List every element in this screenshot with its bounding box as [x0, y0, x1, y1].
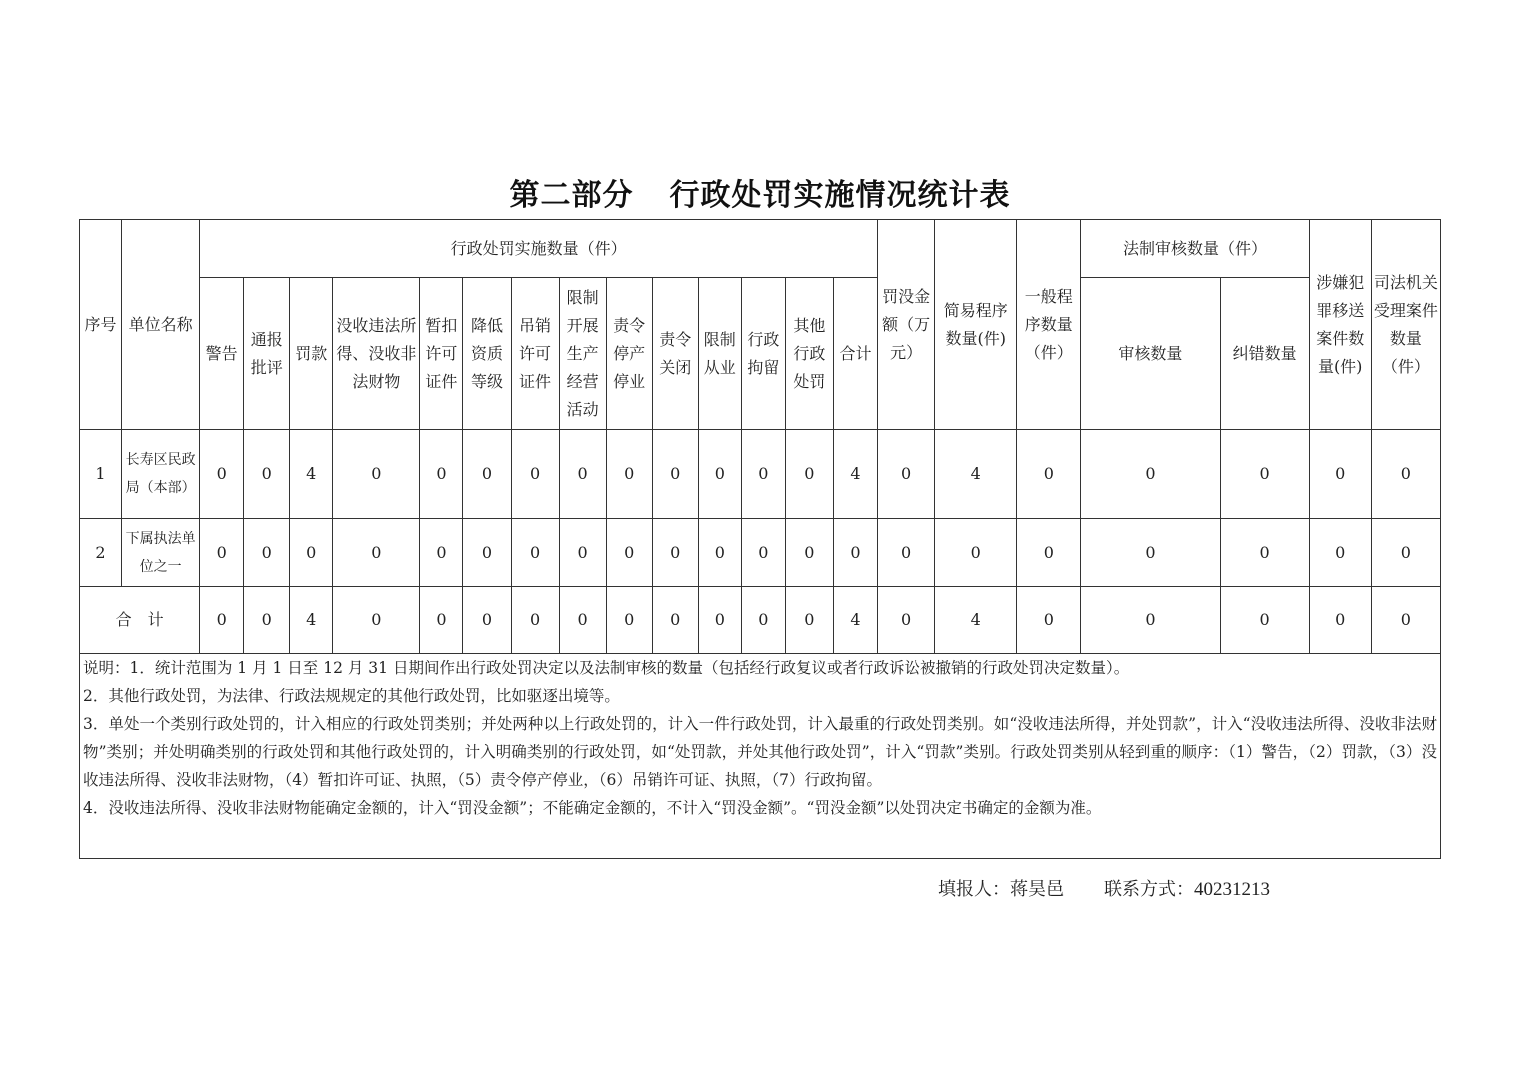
header-detention: 行政拘留 [741, 278, 785, 430]
header-fine: 罚款 [290, 278, 333, 430]
header-criminal-transfer: 涉嫌犯罪移送案件数量(件) [1309, 220, 1371, 430]
cell: 4 [833, 587, 877, 654]
cell: 0 [420, 587, 463, 654]
cell: 0 [244, 519, 290, 587]
cell: 4 [290, 430, 333, 519]
cell: 0 [1220, 519, 1309, 587]
cell: 4 [935, 587, 1017, 654]
notes-box [79, 653, 1441, 859]
cell: 0 [785, 519, 833, 587]
header-confiscate: 没收违法所得、没收非法财物 [333, 278, 420, 430]
header-general-proc: 一般程序数量（件） [1017, 220, 1081, 430]
cell: 0 [878, 519, 935, 587]
cell: 0 [463, 519, 511, 587]
cell: 0 [244, 430, 290, 519]
cell: 0 [1017, 430, 1081, 519]
cell: 0 [698, 587, 741, 654]
cell: 0 [698, 519, 741, 587]
header-notice: 通报批评 [244, 278, 290, 430]
cell: 0 [652, 587, 698, 654]
row-unit: 下属执法单位之一 [122, 519, 200, 587]
contact-value: 40231213 [1194, 879, 1270, 900]
filler-label: 填报人：蒋昊邑 [938, 879, 1064, 900]
header-limit-production: 限制开展生产经营活动 [559, 278, 606, 430]
header-subtotal: 合计 [833, 278, 877, 430]
cell: 0 [420, 430, 463, 519]
row-seq: 1 [80, 430, 122, 519]
cell: 0 [606, 587, 652, 654]
row-seq: 2 [80, 519, 122, 587]
note-2: 2．其他行政处罚，为法律、行政法规规定的其他行政处罚，比如驱逐出境等。 [83, 687, 620, 705]
total-label: 合 计 [80, 587, 200, 654]
cell: 0 [785, 587, 833, 654]
header-seq: 序号 [80, 220, 122, 430]
header-simple-proc: 简易程序数量(件) [935, 220, 1017, 430]
row-unit: 长寿区民政局（本部） [122, 430, 200, 519]
header-stop-production: 责令停产停业 [606, 278, 652, 430]
title-part: 第二部分 [509, 178, 634, 213]
header-limit-practice: 限制从业 [698, 278, 741, 430]
cell: 0 [741, 519, 785, 587]
cell: 0 [606, 430, 652, 519]
cell: 0 [1081, 519, 1220, 587]
total-row [80, 587, 1441, 654]
cell: 0 [652, 430, 698, 519]
cell: 0 [463, 430, 511, 519]
cell: 0 [1309, 587, 1371, 654]
cell: 0 [420, 519, 463, 587]
header-revoke-license: 吊销许可证件 [511, 278, 559, 430]
cell: 0 [200, 587, 244, 654]
header-suspend-license: 暂扣许可证件 [420, 278, 463, 430]
header-correction-count: 纠错数量 [1220, 278, 1309, 430]
header-review-count: 审核数量 [1081, 278, 1220, 430]
cell: 0 [333, 430, 420, 519]
cell: 0 [935, 519, 1017, 587]
page-title [0, 170, 1520, 214]
cell: 0 [1220, 430, 1309, 519]
cell: 0 [559, 587, 606, 654]
header-fine-amount: 罚没金额（万元） [878, 220, 935, 430]
cell: 0 [1220, 587, 1309, 654]
header-group-impl: 行政处罚实施数量（件） [200, 220, 878, 278]
title-main: 行政处罚实施情况统计表 [669, 178, 1011, 213]
header-unit: 单位名称 [122, 220, 200, 430]
cell: 0 [878, 430, 935, 519]
cell: 0 [559, 519, 606, 587]
header-judicial-accepted: 司法机关受理案件数量（件） [1371, 220, 1440, 430]
cell: 0 [511, 430, 559, 519]
note-3: 3．单处一个类别行政处罚的，计入相应的行政处罚类别；并处两种以上行政处罚的，计入一件行政处罚，计入最重的行政处罚类别。如“没收违法所得，并处罚款”，计入“没收违法所得、没收非法财物”类别；并处明确类别的行政处罚和其他行政处罚的，计入明确类别的行政处罚，如“处罚款，并处其他行政处罚”，计入“罚款”类别。行政处罚类别从轻到重的顺序：（1）警告，（2）罚款，（3）没收违法所得、没收非法财物，（4）暂扣许可证、执照，（5）责令停产停业，（6）吊销许可证、执照，（7）行政拘留。 [83, 715, 1437, 789]
cell: 0 [1309, 430, 1371, 519]
header-warning: 警告 [200, 278, 244, 430]
cell: 0 [463, 587, 511, 654]
cell: 0 [1371, 587, 1440, 654]
cell: 0 [833, 519, 877, 587]
header-close: 责令关闭 [652, 278, 698, 430]
cell: 0 [333, 519, 420, 587]
cell: 0 [511, 519, 559, 587]
contact-label: 联系方式： [1104, 879, 1194, 900]
footer [938, 875, 1270, 901]
header-lower-quality: 降低资质等级 [463, 278, 511, 430]
note-4: 4．没收违法所得、没收非法财物能确定金额的，计入“罚没金额”；不能确定金额的，不计入“罚没金额”。“罚没金额”以处罚决定书确定的金额为准。 [83, 799, 1102, 817]
cell: 0 [878, 587, 935, 654]
cell: 0 [1017, 519, 1081, 587]
cell: 0 [1081, 430, 1220, 519]
table-row [80, 430, 1441, 519]
cell: 4 [833, 430, 877, 519]
cell: 0 [606, 519, 652, 587]
cell: 0 [652, 519, 698, 587]
cell: 0 [741, 430, 785, 519]
cell: 0 [290, 519, 333, 587]
cell: 0 [1017, 587, 1081, 654]
cell: 4 [935, 430, 1017, 519]
cell: 0 [333, 587, 420, 654]
cell: 0 [244, 587, 290, 654]
cell: 0 [200, 430, 244, 519]
cell: 0 [200, 519, 244, 587]
cell: 0 [1081, 587, 1220, 654]
cell: 0 [559, 430, 606, 519]
cell: 0 [1371, 519, 1440, 587]
cell: 0 [785, 430, 833, 519]
statistics-table [79, 219, 1441, 654]
header-group-review: 法制审核数量（件） [1081, 220, 1309, 278]
note-1: 说明：1．统计范围为 1 月 1 日至 12 月 31 日期间作出行政处罚决定以及法制审核的数量（包括经行政复议或者行政诉讼被撤销的行政处罚决定数量）。 [83, 659, 1130, 677]
table-row [80, 519, 1441, 587]
cell: 0 [1371, 430, 1440, 519]
header-other: 其他行政处罚 [785, 278, 833, 430]
cell: 0 [1309, 519, 1371, 587]
cell: 0 [511, 587, 559, 654]
cell: 4 [290, 587, 333, 654]
cell: 0 [698, 430, 741, 519]
cell: 0 [741, 587, 785, 654]
